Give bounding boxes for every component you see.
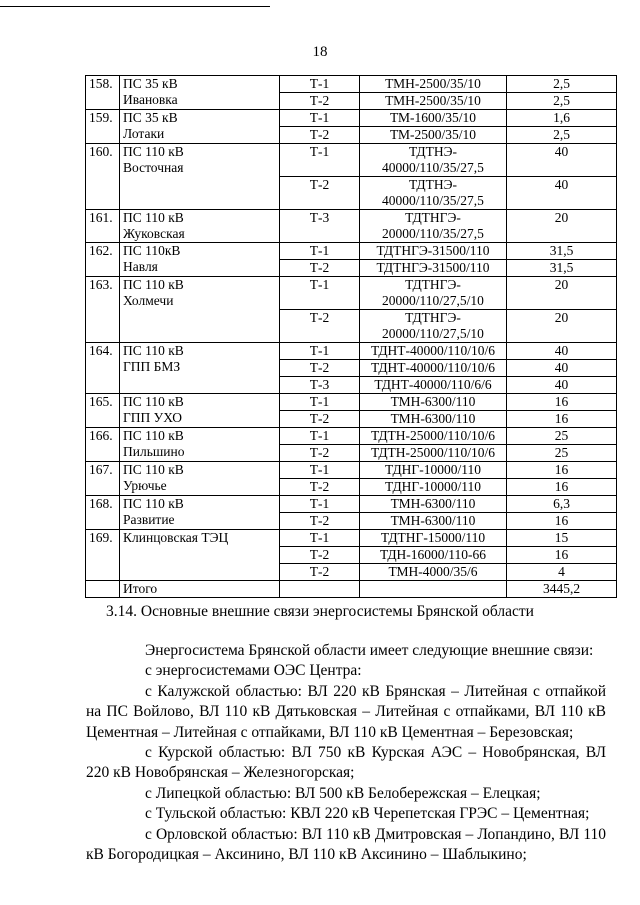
table-row	[86, 110, 617, 127]
transformer-power: 16	[507, 479, 617, 496]
cell-line: ТДТН-25000/110/10/6	[370, 428, 496, 443]
transformer-id: Т-1	[280, 76, 360, 93]
table-row	[86, 277, 617, 310]
transformer-id: Т-2	[280, 127, 360, 144]
cell-line: ПС 35 кВ	[123, 110, 178, 125]
transformer-id: Т-1	[280, 428, 360, 445]
substation-name	[120, 277, 280, 343]
header-rule	[0, 6, 270, 7]
cell-line: ТДНТ-40000/110/10/6	[370, 360, 496, 375]
row-number: 169.	[86, 530, 120, 581]
cell-line: ТДТНГЭ-31500/110	[376, 243, 490, 258]
substation-name	[120, 394, 280, 428]
transformer-type	[360, 144, 507, 177]
transformer-id: Т-2	[280, 513, 360, 530]
paragraph: Энергосистема Брянской области имеет следующие внешние связи:	[145, 642, 594, 659]
cell-line: ТМ-1600/35/10	[389, 110, 477, 125]
cell-line: ТДТНГЭ-	[405, 277, 461, 292]
cell-line: 40000/110/35/27,5	[382, 193, 484, 208]
cell-line: ТДТНГЭ-	[405, 310, 461, 325]
cell-line: Холмечи	[123, 293, 174, 308]
cell-line: ТМН-6300/110	[390, 513, 476, 528]
cell-line: ТМН-4000/35/6	[388, 564, 478, 579]
total-row	[86, 581, 617, 598]
table-row	[86, 343, 617, 360]
row-number: 161.	[86, 210, 120, 243]
transformer-id: Т-2	[280, 260, 360, 277]
paragraph: с Курской областью: ВЛ 750 кВ Курская АЭС – Новобрянская, ВЛ 220 кВ Новобрянская – Железногорская;	[86, 744, 606, 782]
transformer-type	[360, 530, 507, 547]
transformer-power: 1,6	[507, 110, 617, 127]
transformer-type	[360, 411, 507, 428]
transformer-type	[360, 243, 507, 260]
transformer-type	[360, 513, 507, 530]
transformer-power: 40	[507, 377, 617, 394]
transformer-table	[85, 75, 617, 598]
transformer-type	[360, 177, 507, 210]
transformer-id: Т-2	[280, 445, 360, 462]
transformer-id: Т-1	[280, 277, 360, 310]
cell-line: ТМН-2500/35/10	[385, 93, 481, 108]
transformer-power: 2,5	[507, 93, 617, 110]
substation-name	[120, 428, 280, 462]
cell-line: Навля	[123, 259, 158, 274]
transformer-power: 40	[507, 343, 617, 360]
total-empty-cell	[360, 581, 507, 598]
cell-line: Урючье	[123, 478, 167, 493]
transformer-power: 16	[507, 394, 617, 411]
substation-name	[120, 144, 280, 210]
cell-line: ПС 110 кВ	[123, 277, 184, 292]
transformer-power: 15	[507, 530, 617, 547]
cell-line: ПС 110 кВ	[123, 210, 184, 225]
cell-line: ТМН-6300/110	[390, 496, 476, 511]
cell-line: ТДНГ-10000/110	[385, 479, 481, 494]
cell-line: ПС 35 кВ	[123, 76, 178, 91]
cell-line: ТДТНГЭ-31500/110	[376, 260, 490, 275]
row-number: 166.	[86, 428, 120, 462]
cell-line: ТМН-6300/110	[390, 394, 476, 409]
transformer-id: Т-3	[280, 377, 360, 394]
cell-line: ТМ-2500/35/10	[389, 127, 477, 142]
table-row	[86, 76, 617, 93]
paragraph: с энергосистемами ОЭС Центра:	[145, 662, 362, 680]
transformer-id: Т-1	[280, 243, 360, 260]
transformer-type	[360, 462, 507, 479]
transformer-power: 40	[507, 177, 617, 210]
page-number: 18	[312, 44, 328, 60]
transformer-power: 20	[507, 277, 617, 310]
transformer-type	[360, 76, 507, 93]
cell-line: 20000/110/27,5/10	[382, 326, 484, 341]
cell-line: ПС 110 кВ	[123, 343, 184, 358]
transformer-type	[360, 428, 507, 445]
cell-line: ТДНТ-40000/110/6/6	[374, 377, 492, 392]
transformer-table-body	[86, 76, 617, 598]
transformer-id: Т-2	[280, 93, 360, 110]
transformer-type	[360, 110, 507, 127]
transformer-id: Т-2	[280, 411, 360, 428]
table-row	[86, 243, 617, 260]
substation-name	[120, 110, 280, 144]
cell-line: ТДТНГ-15000/110	[380, 530, 486, 545]
cell-line: 20000/110/27,5/10	[382, 293, 484, 308]
cell-line: Жуковская	[123, 226, 185, 241]
paragraph: с Калужской областью: ВЛ 220 кВ Брянская – Литейная с отпайкой на ПС Войлово, ВЛ 110 кВ Дятьковская – Литейная с отпайками, ВЛ 110 кВ Цементная – Литейная с отпайками, ВЛ 110 кВ Цементная – Березовская;	[86, 682, 606, 741]
substation-name	[120, 210, 280, 243]
cell-line: ТДТНГЭ-	[405, 210, 461, 225]
cell-line: Восточная	[123, 160, 184, 175]
row-number: 162.	[86, 243, 120, 277]
total-value: 3445,2	[507, 581, 617, 598]
transformer-id: Т-1	[280, 394, 360, 411]
substation-name	[120, 243, 280, 277]
total-empty-cell	[280, 581, 360, 598]
cell-line: Клинцовская ТЭЦ	[123, 530, 229, 545]
transformer-power: 31,5	[507, 260, 617, 277]
transformer-type	[360, 277, 507, 310]
transformer-id: Т-2	[280, 479, 360, 496]
section-heading: 3.14. Основные внешние связи энергосистемы Брянской области	[106, 603, 534, 620]
transformer-type	[360, 343, 507, 360]
cell-line: ТДТН-25000/110/10/6	[370, 445, 496, 460]
cell-line: Лотаки	[123, 126, 165, 141]
transformer-power: 31,5	[507, 243, 617, 260]
cell-line: ПС 110 кВ	[123, 496, 184, 511]
transformer-power: 25	[507, 428, 617, 445]
transformer-power: 25	[507, 445, 617, 462]
total-label: Итого	[120, 581, 280, 598]
substation-name	[120, 76, 280, 110]
transformer-id: Т-3	[280, 210, 360, 243]
transformer-id: Т-1	[280, 530, 360, 547]
transformer-id: Т-2	[280, 360, 360, 377]
transformer-power: 20	[507, 310, 617, 343]
cell-line: ПС 110 кВ	[123, 428, 184, 443]
cell-line: ТДТНЭ-	[408, 177, 457, 192]
transformer-type	[360, 360, 507, 377]
transformer-type	[360, 547, 507, 564]
table-row	[86, 144, 617, 177]
row-number: 160.	[86, 144, 120, 210]
row-number: 168.	[86, 496, 120, 530]
paragraph: с Тульской областью: КВЛ 220 кВ Черепетская ГРЭС – Цементная;	[145, 805, 590, 823]
section-text	[86, 641, 606, 865]
transformer-power: 6,3	[507, 496, 617, 513]
cell-line: ТДНТ-40000/110/10/6	[370, 343, 496, 358]
row-number: 159.	[86, 110, 120, 144]
transformer-type	[360, 127, 507, 144]
transformer-power: 20	[507, 210, 617, 243]
row-number: 158.	[86, 76, 120, 110]
substation-name	[120, 343, 280, 394]
cell-line: ГПП БМЗ	[123, 359, 181, 374]
transformer-type	[360, 260, 507, 277]
cell-line: 40000/110/35/27,5	[382, 160, 484, 175]
total-empty-cell	[86, 581, 120, 598]
paragraph: с Орловской областью: ВЛ 110 кВ Дмитровская – Лопандино, ВЛ 110 кВ Богородицкая – Аксинино, ВЛ 110 кВ Аксинино – Шаблыкино;	[86, 825, 606, 864]
cell-line: ТМН-6300/110	[390, 411, 476, 426]
transformer-power: 16	[507, 547, 617, 564]
substation-name	[120, 462, 280, 496]
table-row	[86, 530, 617, 547]
transformer-type	[360, 445, 507, 462]
transformer-power: 40	[507, 360, 617, 377]
cell-line: ПС 110 кВ	[123, 144, 184, 159]
transformer-power: 40	[507, 144, 617, 177]
transformer-id: Т-1	[280, 496, 360, 513]
cell-line: 20000/110/35/27,5	[382, 226, 484, 241]
cell-line: ГПП УХО	[123, 410, 183, 425]
cell-line: Пильшино	[123, 444, 185, 459]
cell-line: ТДН-16000/110-66	[379, 547, 487, 562]
row-number: 163.	[86, 277, 120, 343]
transformer-id: Т-1	[280, 144, 360, 177]
transformer-power: 16	[507, 513, 617, 530]
transformer-power: 4	[507, 564, 617, 581]
transformer-type	[360, 564, 507, 581]
transformer-id: Т-2	[280, 177, 360, 210]
transformer-id: Т-1	[280, 110, 360, 127]
transformer-id: Т-2	[280, 310, 360, 343]
transformer-power: 16	[507, 411, 617, 428]
transformer-type	[360, 394, 507, 411]
cell-line: Развитие	[123, 512, 175, 527]
transformer-id: Т-2	[280, 547, 360, 564]
cell-line: ПС 110кВ	[123, 243, 181, 258]
row-number: 165.	[86, 394, 120, 428]
substation-name	[120, 530, 280, 581]
table-row	[86, 394, 617, 411]
table-row	[86, 210, 617, 243]
transformer-id: Т-1	[280, 462, 360, 479]
transformer-type	[360, 479, 507, 496]
cell-line: Ивановка	[123, 92, 178, 107]
transformer-power: 16	[507, 462, 617, 479]
row-number: 167.	[86, 462, 120, 496]
paragraph: с Липецкой областью: ВЛ 500 кВ Белобережская – Елецкая;	[145, 784, 541, 802]
transformer-power: 2,5	[507, 76, 617, 93]
cell-line: ТДТНЭ-	[408, 144, 457, 159]
table-row	[86, 496, 617, 513]
cell-line: ТДНГ-10000/110	[385, 462, 481, 477]
cell-line: ТМН-2500/35/10	[385, 76, 481, 91]
table-row	[86, 428, 617, 445]
table-row	[86, 462, 617, 479]
row-number: 164.	[86, 343, 120, 394]
transformer-type	[360, 496, 507, 513]
transformer-type	[360, 93, 507, 110]
transformer-type	[360, 310, 507, 343]
transformer-id: Т-2	[280, 564, 360, 581]
transformer-id: Т-1	[280, 343, 360, 360]
transformer-power: 2,5	[507, 127, 617, 144]
cell-line: ПС 110 кВ	[123, 394, 184, 409]
transformer-type	[360, 210, 507, 243]
transformer-type	[360, 377, 507, 394]
substation-name	[120, 496, 280, 530]
cell-line: ПС 110 кВ	[123, 462, 184, 477]
